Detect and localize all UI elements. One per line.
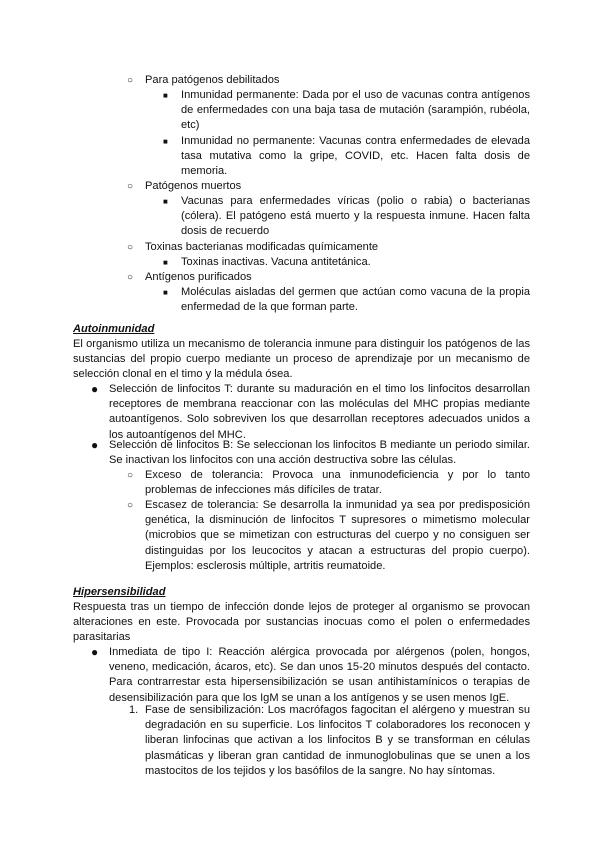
autoinmunidad-intro-paragraph: El organismo utiliza un mecanismo de tolerancia inmune para distinguir los patógenos de las sustancias del propio cuerpo mediante un proceso de aprendizaje por un mecanismo de selección clonal en el timo y la médula ósea.	[73, 338, 530, 381]
hipersensibilidad-intro-paragraph: Respuesta tras un tiempo de infección donde lejos de proteger al organismo se provocan alteraciones en este. Provocada por sustancias inocuas como el polen o enfermedades parasitarias	[73, 601, 530, 644]
list-bullet-disc: ●	[91, 438, 99, 452]
list-item-antigenos-purificados: Antígenos purificados	[145, 271, 252, 283]
list-subitem-inmunidad-permanente: Inmunidad permanente: Dada por el uso de vacunas contra antígenos de enfermedades con una baja tasa de mutación (sarampión, rubéola, etc)	[181, 89, 530, 132]
list-item-patogenos-debilitados: Para patógenos debilitados	[145, 74, 280, 86]
list-subitem-toxinas-inactivas: Toxinas inactivas. Vacuna antitetánica.	[181, 256, 371, 268]
list-bullet-square: ■	[163, 137, 168, 146]
list-bullet-square: ■	[163, 91, 168, 100]
numbered-list-marker: 1.	[129, 704, 139, 716]
list-bullet-circle: ○	[127, 500, 134, 511]
list-bullet-square: ■	[163, 258, 168, 267]
section-heading-autoinmunidad: Autoinmunidad	[73, 323, 155, 335]
section-heading-hipersensibilidad: Hipersensibilidad	[73, 586, 166, 598]
list-bullet-circle: ○	[127, 470, 134, 481]
list-bullet-circle: ○	[127, 181, 134, 192]
list-bullet-circle: ○	[127, 272, 134, 283]
autoinmunidad-subitem-escasez-tolerancia: Escasez de tolerancia: Se desarrolla la inmunidad ya sea por predisposición genética, la disminución de linfocitos T supresores o mimetismo molecular (microbios que se mimetizan con estructuras del cuerpo y no consiguen ser distinguidas por los leucocitos y atacan a estructuras del propio cuerpo). Ejemplos: esclerosis múltiple, artritis reumatoide.	[145, 499, 530, 572]
autoinmunidad-subitem-exceso-tolerancia: Exceso de tolerancia: Provoca una inmunodeficiencia y por lo tanto problemas de infecciones más difíciles de tratar.	[145, 469, 530, 497]
list-item-toxinas-bacterianas: Toxinas bacterianas modificadas químicamente	[145, 241, 379, 253]
list-bullet-circle: ○	[127, 242, 134, 253]
list-subitem-patogenos-muertos: Vacunas para enfermedades víricas (polio o rabia) o bacterianas (cólera). El patógeno está muerto y la respuesta inmune. Hacen falta dosis de recuerdo	[181, 195, 530, 238]
list-bullet-disc: ●	[91, 382, 99, 396]
hipersensibilidad-item-tipo-i: Inmediata de tipo I: Reacción alérgica provocada por alérgenos (polen, hongos, veneno, medicación, ácaros, etc). Se dan unos 15-20 minutos después del contacto. Para contrarrestar esta hipersensibilización se usan antihistamínicos o terapias de desensibilización para que los IgM se unan a los antígenos y se usen menos IgE.	[109, 646, 530, 704]
list-bullet-square: ■	[163, 197, 168, 206]
autoinmunidad-item-linfocitos-b: Selección de linfocitos B: Se seleccionan los linfocitos B mediante un periodo similar. Se inactivan los linfocitos con una acción destructiva sobre las células.	[109, 439, 530, 467]
hipersensibilidad-numbered-item-sensibilizacion: Fase de sensibilización: Los macrófagos fagocitan el alérgeno y muestran su degradación en su superficie. Los linfocitos T colaboradores los reconocen y liberan linfocinas que activan a los linfocitos B y se transforman en células plasmáticas y liberan gran cantidad de inmunoglobulinas que se unen a los mastocitos de los tejidos y los basófilos de la sangre. No hay síntomas.	[145, 704, 530, 777]
list-bullet-disc: ●	[91, 645, 99, 659]
list-subitem-antigenos-purificados: Moléculas aisladas del germen que actúan como vacuna de la propia enfermedad de la que forman parte.	[181, 286, 530, 314]
list-subitem-inmunidad-no-permanente: Inmunidad no permanente: Vacunas contra enfermedades de elevada tasa mutativa como la gripe, COVID, etc. Hacen falta dosis de memoria.	[181, 135, 530, 178]
autoinmunidad-item-linfocitos-t: Selección de linfocitos T: durante su maduración en el timo los linfocitos desarrollan receptores de membrana reaccionar con las moléculas del MHC propias mediante autoantígenos. Solo sobreviven los que desarrollan receptores adecuados unidos a los autoantígenos del MHC.	[109, 383, 530, 441]
list-bullet-circle: ○	[127, 75, 134, 86]
list-item-patogenos-muertos: Patógenos muertos	[145, 180, 242, 192]
list-bullet-square: ■	[163, 288, 168, 297]
